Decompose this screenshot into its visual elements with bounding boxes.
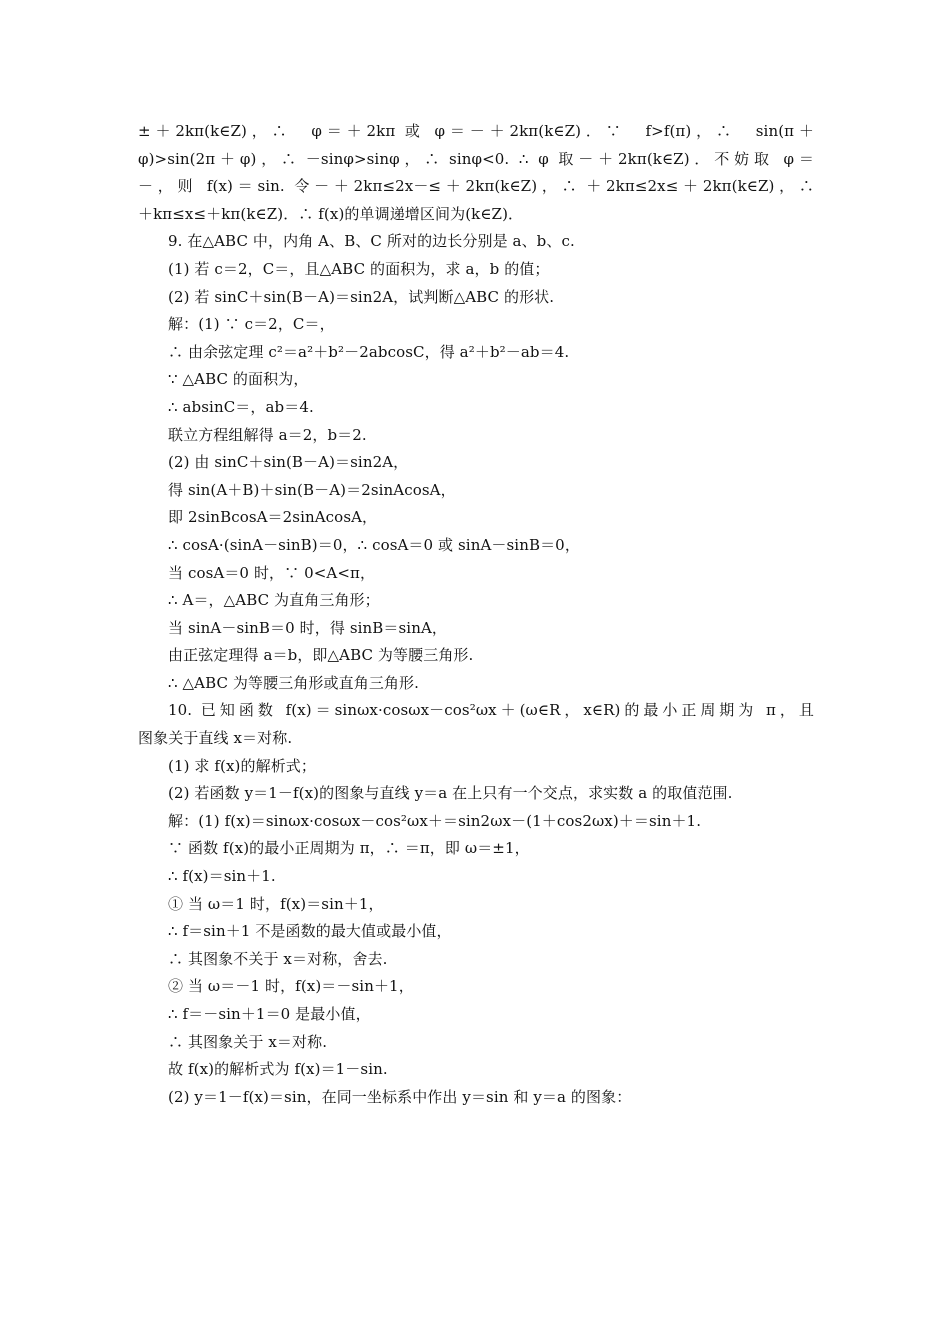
text-line: φ)>sin(2π＋φ)，∴ －sinφ>sinφ，∴ sinφ<0. ∴ φ 取－＋2kπ(k∈Z)．不妨取 φ＝	[138, 149, 814, 168]
text-line: 当 cosA＝0 时，∵ 0<A<π，	[168, 563, 376, 582]
text-line: (1) 若 c＝2，C＝，且△ABC 的面积为，求 a，b 的值；	[168, 259, 550, 278]
text-line: 解：(1) ∵ c＝2，C＝，	[168, 315, 335, 334]
text-line: ∴ 其图象不关于 x＝对称，舍去.	[168, 949, 388, 968]
text-line: 故 f(x)的解析式为 f(x)＝1－sin.	[168, 1060, 388, 1079]
text-line: ∴ absinC＝，ab＝4.	[168, 397, 314, 416]
text-line: ∴ △ABC 为等腰三角形或直角三角形.	[168, 673, 419, 692]
text-line: 得 sin(A＋B)＋sin(B－A)＝2sinAcosA，	[168, 480, 456, 499]
text-line: ② 当 ω＝－1 时，f(x)＝－sin＋1，	[168, 977, 414, 996]
text-line: ±＋2kπ(k∈Z)，∴ φ＝＋2kπ 或 φ＝－＋2kπ(k∈Z)．∵ f>f(π)，∴ sin(π＋	[138, 122, 814, 140]
text-line: ∴ 由余弦定理 c²＝a²＋b²－2abcosC，得 a²＋b²－ab＝4.	[168, 342, 570, 361]
text-line: ∵ 函数 f(x)的最小正周期为 π，∴ ＝π，即 ω＝±1，	[168, 839, 530, 858]
text-line: 当 sinA－sinB＝0 时，得 sinB＝sinA，	[168, 618, 447, 637]
text-line: ∴ f(x)＝sin＋1.	[168, 867, 276, 886]
text-line: (2) 由 sinC＋sin(B－A)＝sin2A，	[168, 453, 409, 472]
text-line: (2) 若 sinC＋sin(B－A)＝sin2A，试判断△ABC 的形状.	[168, 287, 555, 306]
text-line: 即 2sinBcosA＝2sinAcosA，	[168, 508, 378, 527]
text-line: 图象关于直线 x＝对称.	[138, 729, 293, 748]
text-line: ∴ 其图象关于 x＝对称.	[168, 1032, 328, 1051]
text-line: (2) y＝1－f(x)＝sin，在同一坐标系中作出 y＝sin 和 y＝a 的图象：	[168, 1087, 632, 1106]
text-line: 解：(1) f(x)＝sinωx·cosωx－cos²ωx＋＝sin2ωx－(1＋cos2ωx)＋＝sin＋1.	[168, 811, 702, 830]
text-line: (1) 求 f(x)的解析式；	[168, 756, 316, 775]
text-line: －，则 f(x)＝sin. 令－＋2kπ≤2x－≤＋2kπ(k∈Z)，∴ ＋2kπ≤2x≤＋2kπ(k∈Z)，∴	[138, 177, 814, 196]
text-line: 联立方程组解得 a＝2，b＝2.	[168, 425, 367, 444]
text-line: 9. 在△ABC 中，内角 A、B、C 所对的边长分别是 a、b、c.	[168, 232, 575, 251]
text-line: ① 当 ω＝1 时，f(x)＝sin＋1，	[168, 894, 384, 913]
text-line: ∴ f＝－sin＋1＝0 是最小值，	[168, 1005, 371, 1023]
text-line: 10. 已知函数 f(x)＝sinωx·cosωx－cos²ωx＋(ω∈R，x∈R)的最小正周期为 π，且	[168, 701, 814, 720]
text-line: ＋kπ≤x≤＋kπ(k∈Z)．∴ f(x)的单调递增区间为(k∈Z)．	[138, 204, 524, 223]
text-line: ∴ A＝，△ABC 为直角三角形；	[168, 591, 380, 610]
text-line: ∴ f＝sin＋1 不是函数的最大值或最小值，	[168, 922, 452, 941]
text-line: ∴ cosA·(sinA－sinB)＝0，∴ cosA＝0 或 sinA－sinB＝0，	[168, 535, 580, 554]
document-page	[138, 118, 814, 1111]
text-line: 由正弦定理得 a＝b，即△ABC 为等腰三角形.	[168, 646, 474, 665]
text-line: ∵ △ABC 的面积为，	[168, 370, 309, 389]
text-line: (2) 若函数 y＝1－f(x)的图象与直线 y＝a 在上只有一个交点，求实数 a 的取值范围.	[168, 784, 733, 803]
